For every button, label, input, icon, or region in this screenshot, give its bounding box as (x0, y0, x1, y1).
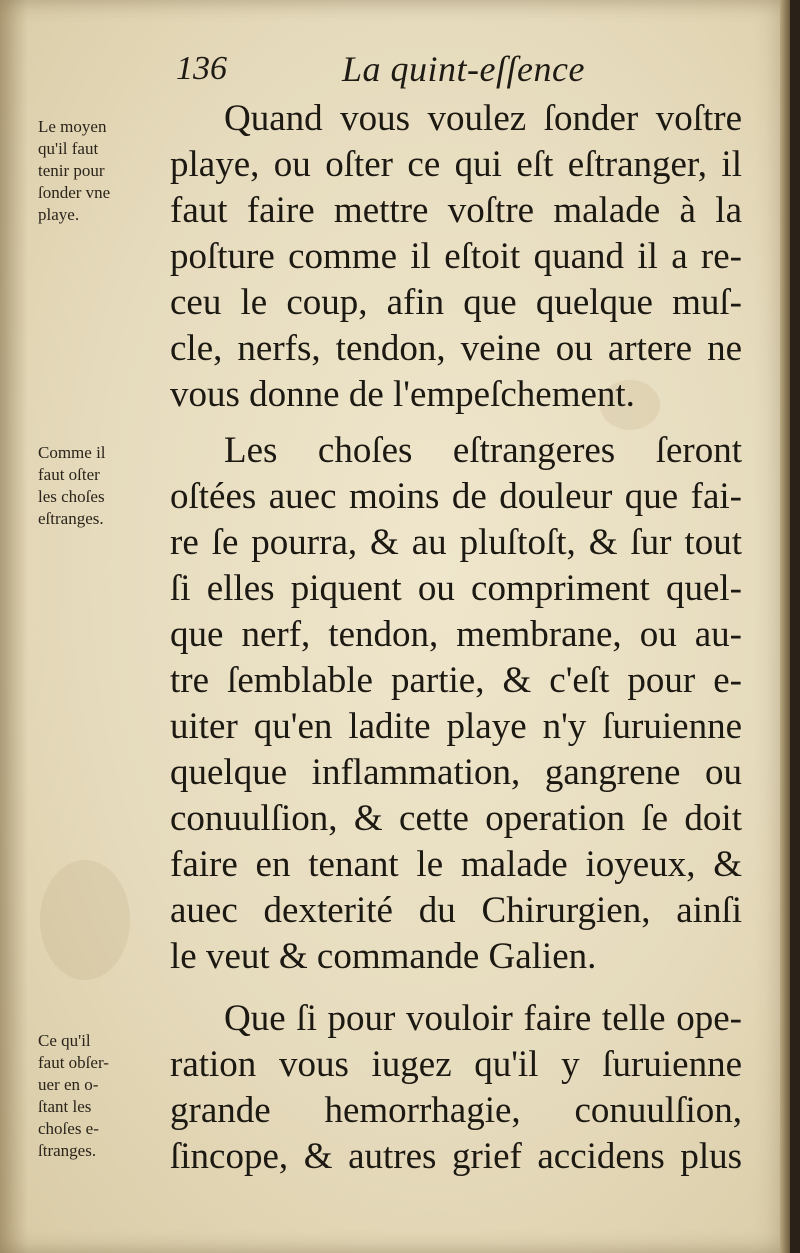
marginal-note-line: faut oſter (38, 465, 100, 484)
text-line: grande hemorrhagie, conuulſion, (170, 1090, 742, 1131)
text-line: auec dexterité du Chirurgien, ainſi (170, 890, 742, 931)
text-line: Les choſes eſtrangeres ſeront (224, 430, 742, 471)
text-line: vous donne de l'empeſchement. (170, 374, 635, 415)
marginal-note-line: Ce qu'il (38, 1031, 91, 1050)
marginal-note-line: qu'il faut (38, 139, 99, 158)
text-line: oſtées auec moins de douleur que fai- (170, 476, 742, 517)
marginal-note-line: choſes e- (38, 1119, 99, 1138)
text-line: tre ſemblable partie, & c'eſt pour e- (170, 660, 742, 701)
marginal-note-line: ſonder vne (38, 183, 111, 202)
marginal-note-line: uer en o- (38, 1075, 99, 1094)
text-line: ſi elles piquent ou compriment quel- (170, 568, 742, 609)
marginal-note-line: Comme il (38, 443, 106, 462)
text-line: uiter qu'en ladite playe n'y ſuruienne (170, 706, 742, 747)
text-line: re ſe pourra, & au pluſtoſt, & ſur tout (170, 522, 742, 563)
page-number: 136 (176, 50, 227, 87)
text-line: Quand vous voulez ſonder voſtre (224, 98, 742, 139)
running-header (172, 44, 742, 94)
text-line: cle, nerfs, tendon, veine ou artere ne (170, 328, 742, 369)
text-line: ration vous iugez qu'il y ſuruienne (170, 1044, 742, 1085)
marginal-note-line: ſtranges. (38, 1141, 97, 1160)
text-line: ſincope, & autres grief accidens plus (170, 1136, 742, 1177)
marginal-note-line: ſtant les (38, 1097, 92, 1116)
marginal-note-line: les choſes (38, 487, 105, 506)
text-line: ceu le coup, afin que quelque muſ- (170, 282, 742, 323)
page-edge (780, 0, 790, 1253)
text-line: faut faire mettre voſtre malade à la (170, 190, 742, 231)
text-line: playe, ou oſter ce qui eſt eſtranger, il (170, 144, 742, 185)
text-line: poſture comme il eſtoit quand il a re- (170, 236, 742, 277)
marginal-note-line: Le moyen (38, 117, 107, 136)
marginal-note-line: eſtranges. (38, 509, 104, 528)
paper-stain (40, 860, 130, 980)
text-line: conuulſion, & cette operation ſe doit (170, 798, 742, 839)
text-line: Que ſi pour vouloir faire telle ope- (224, 998, 742, 1039)
text-line: que nerf, tendon, membrane, ou au- (170, 614, 742, 655)
page-gutter-shadow (0, 0, 28, 1253)
text-line: quelque inflammation, gangrene ou (170, 752, 742, 793)
running-title: La quint-eſſence (342, 49, 585, 89)
text-line: le veut & commande Galien. (170, 936, 597, 977)
text-line: faire en tenant le malade ioyeux, & (170, 844, 742, 885)
marginal-note-line: playe. (38, 205, 80, 224)
marginal-note-line: faut obſer- (38, 1053, 109, 1072)
marginal-note-line: tenir pour (38, 161, 105, 180)
